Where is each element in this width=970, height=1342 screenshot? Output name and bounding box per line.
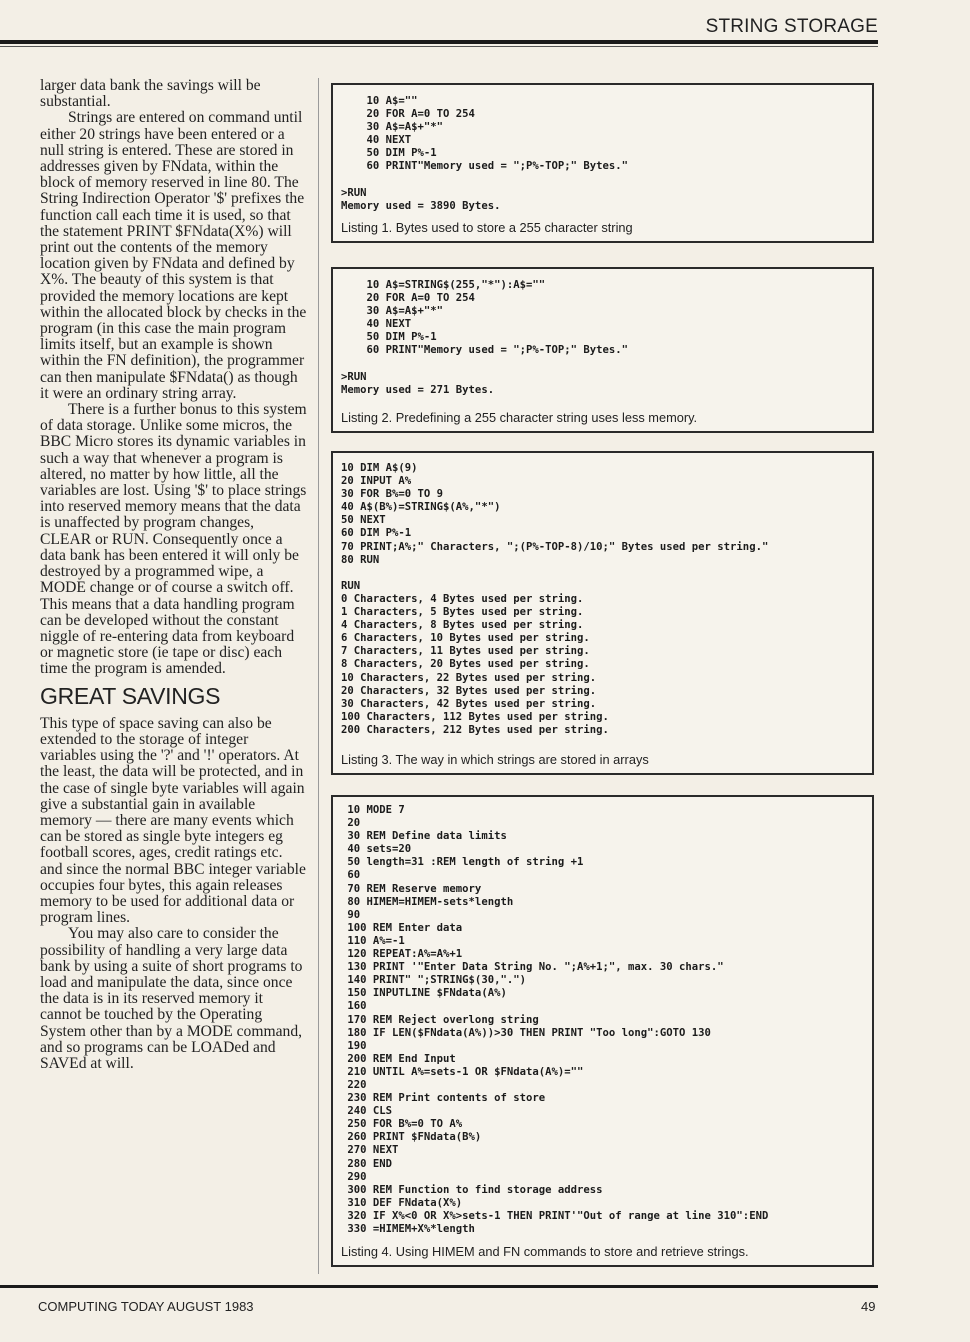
listing-3-code: 10 DIM A$(9) 20 INPUT A% 30 FOR B%=0 TO 9 40 A$(B%)=STRING$(A%,"*") 50 NEXT 60 DIM P%-1 70 PRINT;A%;" Characters, ";(P%-TOP-8)/10;" Bytes used per string." 80 RUN RUN 0 Characters, 4 Bytes used per string. 1 Characters, 5 Bytes used per string. 4 Characters, 8 Bytes used per string. 6 Characters, 10 Bytes used per string. 7 Characters, 11 Bytes used per string. 8 Characters, 20 Bytes used per string. 10 Characters, 22 Bytes used per string. 20 Characters, 32 Bytes used per string. 30 Characters, 42 Bytes used per string. 100 Characters, 112 Bytes used per string. 200 Characters, 212 Bytes used per string. — [341, 462, 769, 736]
listing-1-box — [331, 83, 874, 243]
page-header-title: STRING STORAGE — [705, 16, 878, 37]
paragraph-2: Strings are entered on command until either 20 strings have been entered or a null string is entered. These are stored in addresses given by FNdata, within the block of memory reserved in line 80. The String Indirection Operator '$' prefixes the function call each time it is used, so that the statement PRINT $FNdata(X%) will print out the contents of the memory location given by FNdata and defined by X%. The beauty of this system is that provided the memory locations are kept within the allocated block by checks in the program (in this case the main program limits itself, but an example is shown within the FN definition), the programmer can then manipulate $FNdata() as though it were an ordinary string array. — [40, 109, 307, 402]
paragraph-3: There is a further bonus to this system of data storage. Unlike some micros, the BBC Micro stores its dynamic variables in such a way that whenever a program is altered, no matter by how little, all the variables are lost. Using '$' to place strings into reserved memory means that the data is unaffected by program changes, CLEAR or RUN. Consequently once a data bank has been entered it will only be destroyed by a programmed wipe, a MODE change or of course a switch off. This means that a data handling program can be developed without the constant niggle of re-entering data from keyboard or magnetic store (ie tape or disc) each time the program is amended. — [40, 401, 307, 678]
listing-2-caption: Listing 2. Predefining a 255 character string uses less memory. — [341, 410, 698, 425]
listing-3-caption: Listing 3. The way in which strings are stored in arrays — [341, 752, 649, 767]
header-rule-thin — [0, 46, 878, 47]
header-rule — [0, 40, 878, 44]
listing-4-box — [331, 795, 874, 1267]
section-heading: GREAT SAVINGS — [40, 682, 221, 709]
listing-1-caption: Listing 1. Bytes used to store a 255 character string — [341, 220, 633, 235]
paragraph-1: larger data bank the savings will be substantial. — [40, 77, 261, 111]
paragraph-4: This type of space saving can also be extended to the storage of integer variables using the '?' and '!' operators. At the least, the data will be protected, and in the case of single byte variables will again give a substantial gain in available memory — there are many events which can be stored as single byte integers eg football scores, ages, credit ratings etc. and since the normal BBC integer variable occupies four bytes, this again releases memory to be used for additional data or program lines. — [40, 714, 306, 927]
listing-4-caption: Listing 4. Using HIMEM and FN commands to store and retrieve strings. — [341, 1244, 749, 1259]
listing-1-code: 10 A$="" 20 FOR A=0 TO 254 30 A$=A$+"*" 40 NEXT 50 DIM P%-1 60 PRINT"Memory used = ";P%-TOP;" Bytes." >RUN Memory used = 3890 Bytes. — [341, 95, 629, 212]
listing-4-code: 10 MODE 7 20 30 REM Define data limits 40 sets=20 50 length=31 :REM length of string +1 60 70 REM Reserve memory 80 HIMEM=HIMEM-sets*length 90 100 REM Enter data 110 A%=-1 120 REPEAT:A%=A%+1 130 PRINT '"Enter Data String No. ";A%+1;", max. 30 chars." 140 PRINT" ";STRING$(30,".") 150 INPUTLINE $FNdata(A%) 160 170 REM Reject overlong string 180 IF LEN($FNdata(A%))>30 THEN PRINT "Too long":GOTO 130 190 200 REM End Input 210 UNTIL A%=sets-1 OR $FNdata(A%)="" 220 230 REM Print contents of store 240 CLS 250 FOR B%=0 TO A% 260 PRINT $FNdata(B%) 270 NEXT 280 END 290 300 REM Function to find storage address 310 DEF FNdata(X%) 320 IF X%<0 OR X%>sets-1 THEN PRINT'"Out of range at line 310":END 330 =HIMEM+X%*length — [347, 804, 769, 1235]
footer-rule — [0, 1285, 878, 1288]
column-divider — [318, 78, 319, 1274]
footer-publication: COMPUTING TODAY AUGUST 1983 — [38, 1299, 254, 1314]
listing-3-box — [331, 451, 874, 775]
listing-2-box — [331, 267, 874, 433]
footer-page-number: 49 — [861, 1299, 876, 1314]
paragraph-5: You may also care to consider the possibility of handling a very large data bank by using a suite of short programs to load and manipulate the data, since once the data is in its reserved memory it cannot be touched by the Operating System other than by a MODE command, and so programs can be LOADed and SAVEd at will. — [40, 925, 303, 1072]
listing-2-code: 10 A$=STRING$(255,"*"):A$="" 20 FOR A=0 TO 254 30 A$=A$+"*" 40 NEXT 50 DIM P%-1 60 PRINT"Memory used = ";P%-TOP;" Bytes." >RUN Memory used = 271 Bytes. — [341, 279, 629, 396]
article-body — [40, 78, 308, 1072]
